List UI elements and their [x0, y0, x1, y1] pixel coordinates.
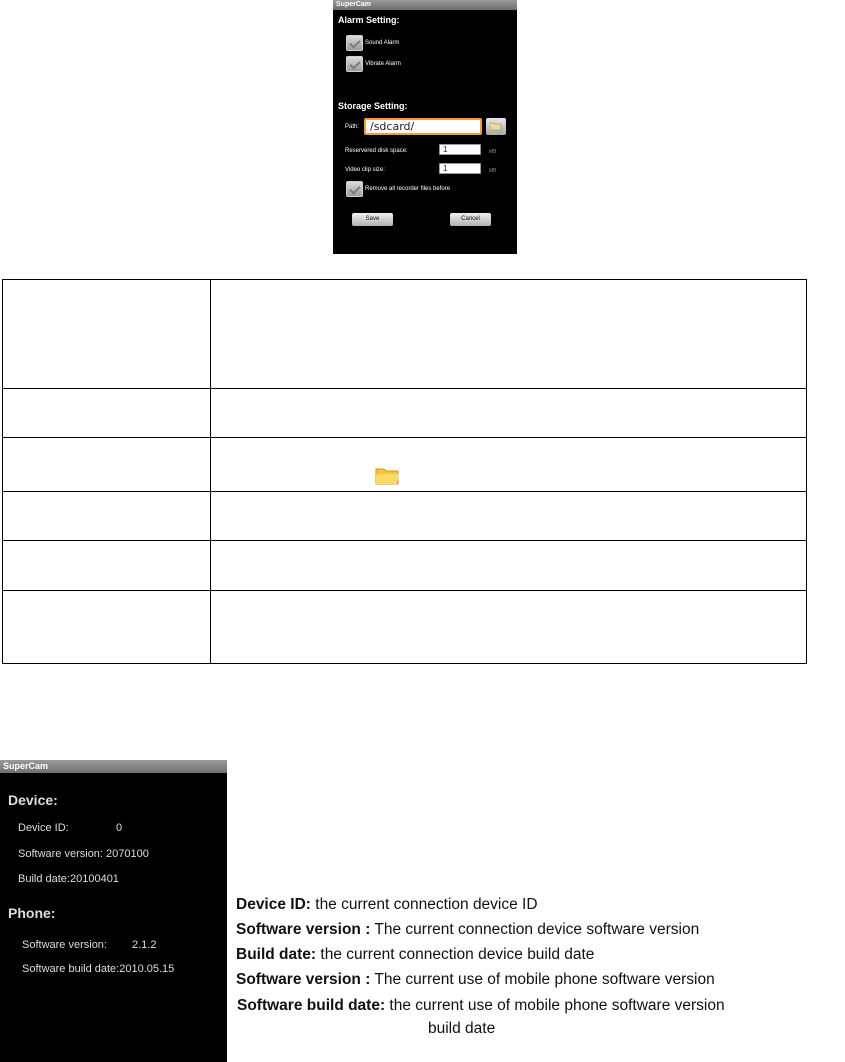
cancel-button[interactable]: Cancel: [450, 213, 491, 226]
phone-software-version-value: 2.1.2: [132, 939, 157, 951]
folder-icon: [375, 466, 400, 485]
definition-item: Software version : The current connection device software version: [236, 921, 700, 938]
storage-setting-heading: Storage Setting:: [338, 101, 408, 111]
table-row: [3, 591, 807, 664]
device-id-label: Device ID:: [18, 822, 69, 834]
alarm-setting-heading: Alarm Setting:: [338, 15, 400, 25]
table-row: [3, 280, 807, 389]
clip-size-label: Video clip size:: [345, 167, 385, 173]
app-titlebar: SuperCam: [0, 760, 227, 773]
sound-alarm-checkbox[interactable]: [346, 35, 363, 51]
reserved-disk-label: Reservered disk space:: [345, 148, 408, 154]
definition-item: Software build date: the current use of mobile phone software version: [237, 997, 725, 1014]
folder-icon: [490, 122, 502, 131]
browse-folder-button[interactable]: [486, 118, 506, 135]
settings-description-table: [2, 279, 807, 664]
table-row: [3, 438, 807, 492]
table-row: [3, 541, 807, 591]
clip-size-unit: MB: [489, 168, 497, 174]
vibrate-alarm-label: Vibrate Alarm: [365, 61, 401, 67]
settings-screen: [333, 0, 517, 254]
device-id-value: 0: [116, 822, 123, 834]
clip-size-input[interactable]: 1: [439, 163, 481, 174]
vibrate-alarm-row[interactable]: [346, 56, 401, 72]
reserved-disk-unit: MB: [489, 149, 497, 155]
remove-files-row[interactable]: [346, 181, 450, 197]
definition-item: Device ID: the current connection device ID: [236, 896, 538, 913]
path-input[interactable]: /sdcard/: [364, 118, 482, 135]
table-row: [3, 389, 807, 438]
device-heading: Device:: [8, 792, 58, 808]
vibrate-alarm-checkbox[interactable]: [346, 56, 363, 72]
definition-item: Software version : The current use of mobile phone software version: [236, 971, 715, 988]
definition-continuation: build date: [428, 1020, 496, 1037]
definition-item: Build date: the current connection device build date: [236, 946, 595, 963]
device-build-date: Build date:20100401: [18, 873, 119, 885]
phone-build-date: Software build date:2010.05.15: [22, 963, 175, 975]
phone-software-version-label: Software version:: [22, 939, 107, 951]
sound-alarm-label: Sound Alarm: [365, 40, 400, 46]
remove-files-checkbox[interactable]: [346, 181, 363, 197]
device-software-version: Software version: 2070100: [18, 848, 149, 860]
phone-heading: Phone:: [8, 905, 56, 921]
sound-alarm-row[interactable]: [346, 35, 399, 51]
save-button[interactable]: Save: [352, 213, 393, 226]
reserved-disk-input[interactable]: 1: [439, 144, 481, 155]
remove-files-label: Remove all recorder files before: [365, 186, 451, 192]
path-label: Path:: [345, 124, 360, 130]
app-titlebar: SuperCam: [333, 0, 517, 10]
about-screen: [0, 760, 227, 1062]
table-row: [3, 492, 807, 541]
